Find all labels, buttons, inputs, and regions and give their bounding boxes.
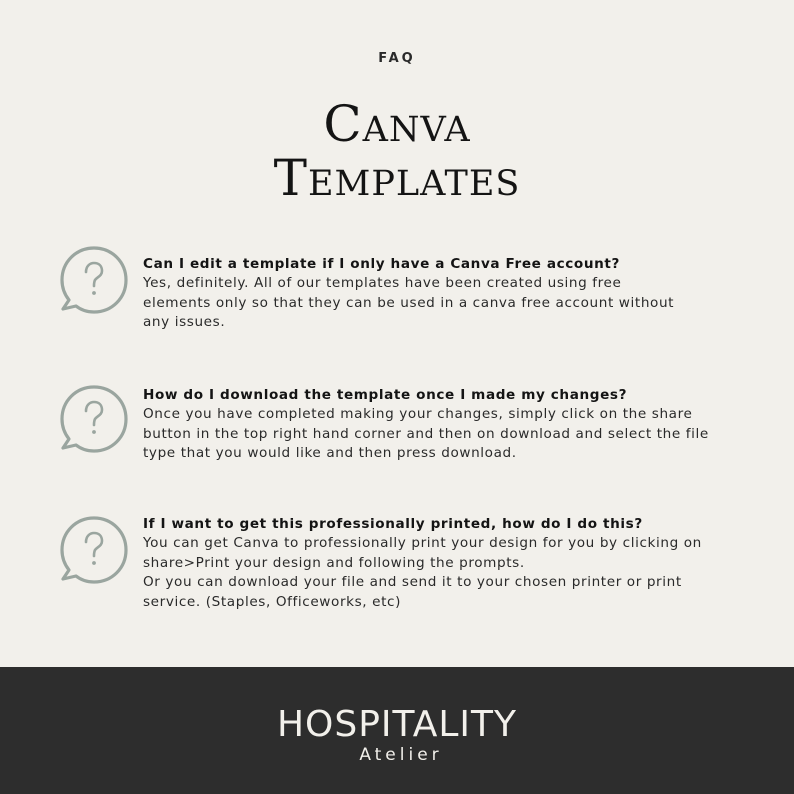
footer-band (0, 667, 794, 794)
question-bubble-icon (58, 514, 130, 586)
faq-answer: You can get Canva to professionally print your design for you by clicking on share>Print your design and following the prompts. Or you can download your file and send it to your chosen printer or print service. (Staples, Officeworks, etc) (143, 535, 702, 610)
question-bubble-icon (58, 244, 130, 316)
faq-answer: Yes, definitely. All of our templates have been created using free elements only so that they can be used in a canva free account without any issues. (143, 275, 675, 330)
faq-question: How do I download the template once I made my changes? (143, 387, 628, 403)
question-bubble-icon (58, 383, 130, 455)
page-title (0, 95, 794, 207)
faq-item (58, 512, 738, 632)
faq-question: Can I edit a template if I only have a Canva Free account? (143, 256, 620, 272)
eyebrow-label: FAQ (378, 51, 416, 66)
title-line-1: Canva (323, 95, 471, 153)
brand-subtitle: Atelier (359, 745, 443, 765)
title-line-2: Templates (273, 149, 521, 207)
faq-item (58, 383, 738, 483)
faq-item (58, 246, 738, 346)
brand-logo: HOSPITALITY (276, 704, 518, 745)
faq-question: If I want to get this professionally printed, how do I do this? (143, 516, 643, 532)
faq-answer: Once you have completed making your changes, simply click on the share button in the top right hand corner and then on download and select the file type that you would like and then press download. (143, 406, 709, 461)
